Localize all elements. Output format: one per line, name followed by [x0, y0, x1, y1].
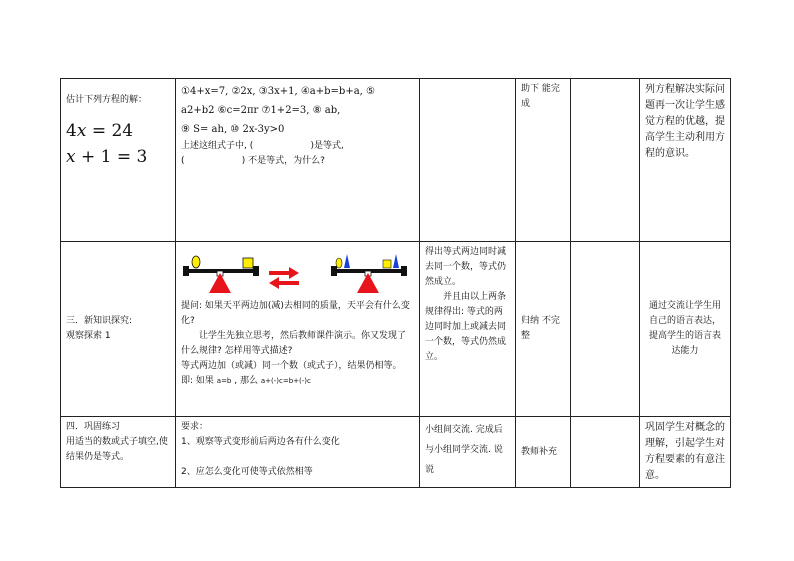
row3-col3: 小组间交流. 完成后与小组同学交流. 说说	[420, 417, 516, 488]
row-estimate-equations	[61, 79, 731, 242]
expression-list-line-1: ①4+x=7, ②2x, ③3x+1, ④a+b=b+a, ⑤	[181, 86, 375, 97]
arrow-left-icon	[269, 277, 299, 289]
row3-col5	[571, 417, 640, 488]
expression-list-line-2: a2+b2 ⑥c=2πr ⑦1+2=3, ⑧ ab,	[181, 105, 341, 116]
row3-col4: 教师补充	[516, 417, 571, 488]
row2-col3-para-1: 得出等式两边同时减去同一个数，等式仍然成立。	[425, 247, 507, 287]
paragraph-1: 让学生先独立思考，然后教师课件演示。你又发现了什么规律? 怎样用等式描述?	[181, 331, 407, 356]
beam-left-end-b	[253, 266, 259, 276]
row1-col5	[571, 79, 640, 242]
row2-col6: 通过交流让学生用自己的语言表达，提高学生的语言表达能力	[640, 242, 731, 417]
lesson-plan-table	[60, 78, 731, 488]
balance-scale-illustration	[181, 251, 413, 295]
row2-title: 三．新知识探究:	[66, 316, 133, 326]
weight-blue-right-b	[393, 254, 399, 268]
paragraph-2: 等式两边加（或减）同一个数（或式子），结果仍相等。	[181, 361, 402, 371]
fulcrum-left	[209, 273, 231, 293]
row1-title: 估计下列方程的解：	[66, 95, 148, 105]
row1-col2	[176, 79, 420, 242]
question-line-1: 上述这组式子中, ( )是等式,	[181, 141, 344, 151]
expression-list-line-3: ⑨ S= ah, ⑩ 2x-3y>0	[181, 124, 285, 135]
row2-col1	[61, 242, 176, 417]
formula-line: 即: 如果 a=b , 那么 a+(-)c=b+(-)c	[181, 376, 311, 386]
row1-col3	[420, 79, 516, 242]
equation-1: 4x = 24	[66, 121, 134, 141]
weight-yellow-left-a	[192, 256, 200, 268]
beam-left-end-a	[183, 266, 189, 276]
row2-col3-para-2: 并且由以上两条规律得出: 等式的两边同时加上或减去同一个数，等式仍然成立。	[425, 292, 507, 362]
weight-yellow-right-b	[383, 260, 391, 268]
row3-col2	[176, 417, 420, 488]
beam-right-end-b	[401, 266, 407, 276]
equation-2: x + 1 = 3	[66, 147, 148, 167]
arrow-right-icon	[269, 267, 299, 279]
requirement-item-2: 2、应怎么变化可使等式依然相等	[181, 467, 313, 477]
balance-left	[183, 256, 259, 293]
row3-col6: 巩固学生对概念的理解，引起学生对方程要素的有意注意。	[640, 417, 731, 488]
row2-col3	[420, 242, 516, 417]
row-new-knowledge	[61, 242, 731, 417]
row-practice	[61, 417, 731, 488]
row1-col1	[61, 79, 176, 242]
row1-col4: 助下 能完成	[516, 79, 571, 242]
requirement-item-1: 1、观察等式变形前后两边各有什么变化	[181, 437, 340, 447]
row3-col1	[61, 417, 176, 488]
beam-right-end-a	[331, 266, 337, 276]
requirement-label: 要求：	[181, 422, 209, 432]
weight-blue-right-a	[344, 254, 350, 268]
fulcrum-right	[357, 273, 379, 293]
row1-col6: 列方程解决实际问题再一次让学生感觉方程的优越，提高学生主动利用方程的意识。	[640, 79, 731, 242]
row3-title: 四．巩固练习	[66, 422, 121, 432]
question-line-2: ( ) 不是等式，为什么?	[181, 156, 325, 166]
row2-subtitle: 观察探索 1	[66, 331, 111, 341]
row3-text: 用适当的数或式子填空,使结果仍是等式。	[66, 437, 168, 462]
row2-col2	[176, 242, 420, 417]
equations-block	[66, 118, 170, 170]
row2-col5	[571, 242, 640, 417]
row2-col4: 归纳 不完整	[516, 242, 571, 417]
double-arrow-icon	[269, 267, 299, 289]
weight-yellow-left-b	[243, 258, 253, 268]
weight-yellow-right-a	[336, 258, 342, 268]
balance-right	[331, 254, 407, 293]
question-text: 提问: 如果天平两边加(减)去相同的质量，天平会有什么变化?	[181, 301, 410, 326]
